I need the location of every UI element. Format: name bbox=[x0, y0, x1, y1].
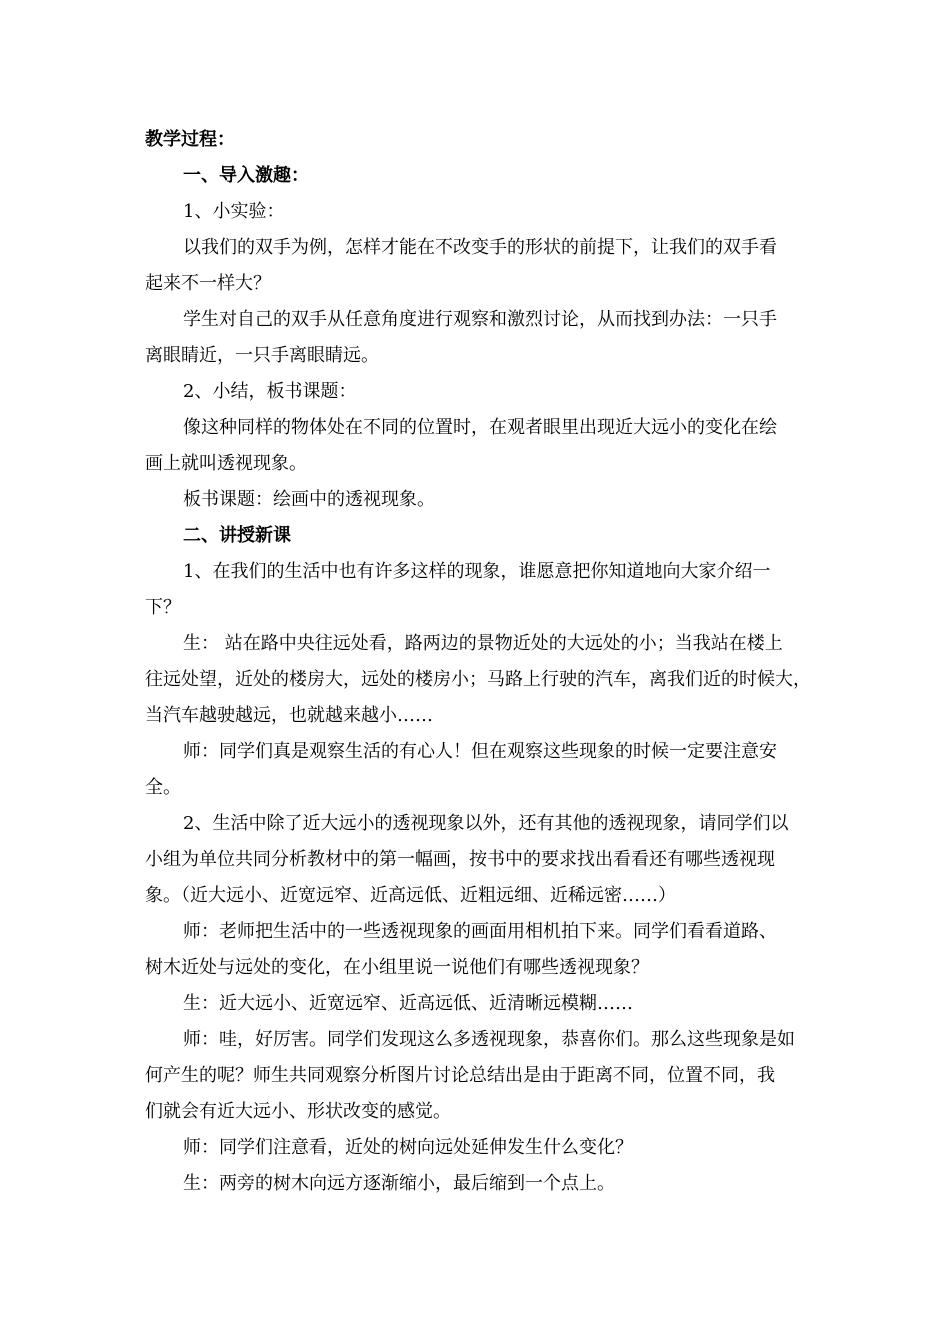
paragraph-line: 当汽车越驶越远，也就越来越小…… bbox=[145, 705, 433, 726]
paragraph-line: 何产生的呢？师生共同观察分析图片讨论总结出是由于距离不同，位置不同，我 bbox=[145, 1065, 775, 1086]
paragraph-line: 起来不一样大？ bbox=[145, 273, 271, 294]
paragraph-line: 画上就叫透视现象。 bbox=[145, 453, 307, 474]
page-title: 教学过程： bbox=[145, 129, 235, 150]
paragraph-line: 小组为单位共同分析教材中的第一幅画，按书中的要求找出看看还有哪些透视现 bbox=[145, 849, 775, 870]
paragraph-line: 师：哇，好厉害。同学们发现这么多透视现象，恭喜你们。那么这些现象是如 bbox=[183, 1029, 795, 1050]
paragraph-line: 师：同学们注意看，近处的树向远处延伸发生什么变化？ bbox=[183, 1137, 633, 1158]
paragraph-line: 2、生活中除了近大远小的透视现象以外，还有其他的透视现象，请同学们以 bbox=[183, 813, 789, 834]
paragraph-line: 象。（近大远小、近宽远窄、近高远低、近粗远细、近稀远密……） bbox=[145, 885, 676, 906]
paragraph-line: 板书课题：绘画中的透视现象。 bbox=[183, 489, 435, 510]
paragraph-line: 生：近大远小、近宽远窄、近高远低、近清晰远模糊…… bbox=[183, 993, 633, 1014]
section-heading-new-lesson: 二、讲授新课 bbox=[183, 525, 291, 546]
paragraph-line: 们就会有近大远小、形状改变的感觉。 bbox=[145, 1101, 451, 1122]
paragraph-line: 往远处望，近处的楼房大，远处的楼房小；马路上行驶的汽车，离我们近的时候大， bbox=[145, 669, 811, 690]
paragraph-line: 树木近处与远处的变化，在小组里说一说他们有哪些透视现象？ bbox=[145, 957, 649, 978]
paragraph-line: 以我们的双手为例，怎样才能在不改变手的形状的前提下，让我们的双手看 bbox=[183, 237, 777, 258]
paragraph-line: 师：老师把生活中的一些透视现象的画面用相机拍下来。同学们看看道路、 bbox=[183, 921, 777, 942]
paragraph-line: 像这种同样的物体处在不同的位置时，在观者眼里出现近大远小的变化在绘 bbox=[183, 417, 777, 438]
item-label-summary: 2、小结，板书课题： bbox=[183, 381, 357, 402]
paragraph-line: 生：两旁的树木向远方逐渐缩小，最后缩到一个点上。 bbox=[183, 1173, 615, 1194]
paragraph-line: 1、在我们的生活中也有许多这样的现象，谁愿意把你知道地向大家介绍一 bbox=[183, 561, 771, 582]
document-page bbox=[145, 122, 815, 1202]
item-label-experiment: 1、小实验： bbox=[183, 201, 285, 222]
paragraph-line: 师：同学们真是观察生活的有心人！但在观察这些现象的时候一定要注意安 bbox=[183, 741, 777, 762]
paragraph-line: 生： 站在路中央往远处看，路两边的景物近处的大远处的小；当我站在楼上 bbox=[183, 633, 783, 654]
section-heading-intro: 一、导入激趣： bbox=[183, 165, 309, 186]
paragraph-line: 全。 bbox=[145, 777, 181, 798]
paragraph-line: 离眼睛近，一只手离眼睛远。 bbox=[145, 345, 379, 366]
paragraph-line: 学生对自己的双手从任意角度进行观察和激烈讨论，从而找到办法：一只手 bbox=[183, 309, 777, 330]
paragraph-line: 下？ bbox=[145, 597, 181, 618]
